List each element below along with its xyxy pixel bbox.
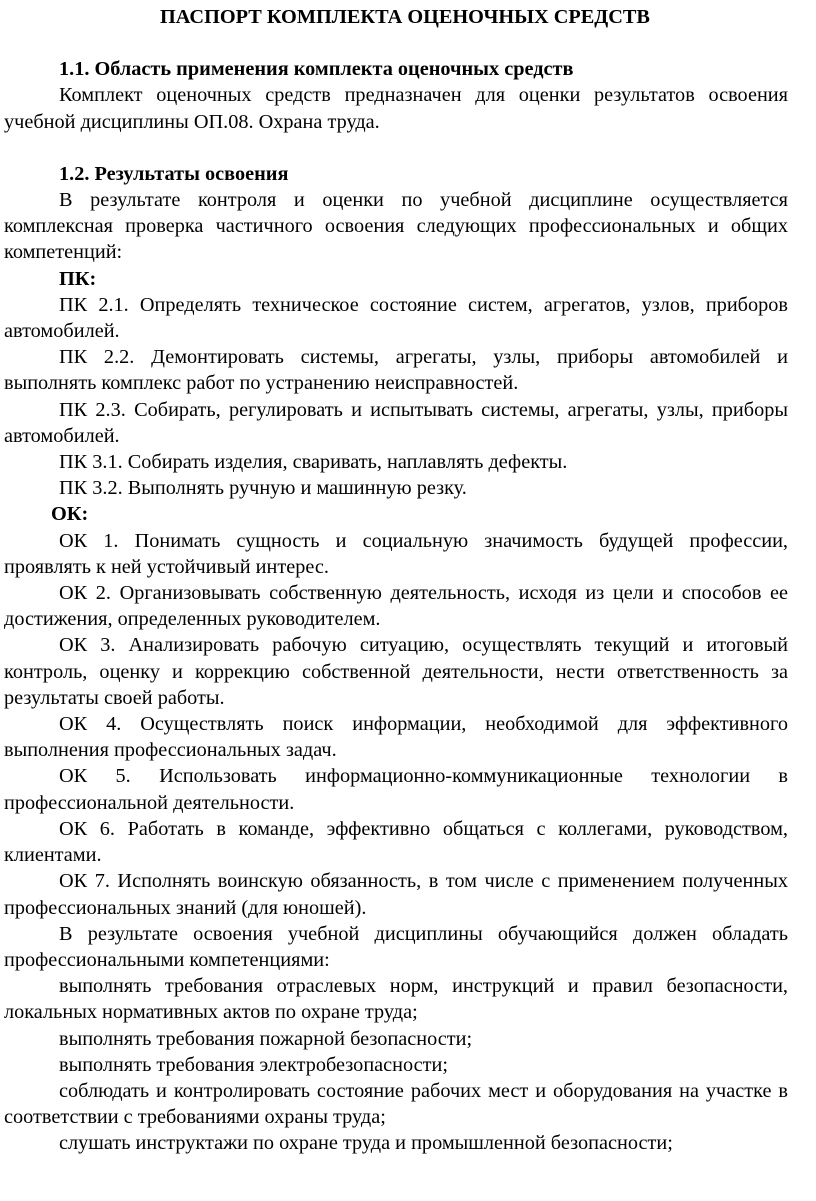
competency-item: выполнять требования пожарной безопасности;: [59, 1027, 473, 1050]
pk-item: ПК 2.1. Определять техническое состояние систем, агрегатов, узлов, приборов автомобилей.: [4, 293, 788, 343]
competency-item: слушать инструктажи по охране труда и промышленной безопасности;: [59, 1132, 673, 1155]
section-1-2-heading: 1.2. Результаты освоения: [59, 162, 289, 185]
pk-item: ПК 2.2. Демонтировать системы, агрегаты, узлы, приборы автомобилей и выполнять комплекс работ по устранению неисправностей.: [4, 346, 788, 395]
ok-item: ОК 3. Анализировать рабочую ситуацию, осуществлять текущий и итоговый контроль, оценку и коррекцию собственной деятельности, нести ответственность за результаты своей работы.: [4, 634, 788, 709]
pk-item: ПК 3.1. Собирать изделия, сваривать, наплавлять дефекты.: [59, 451, 568, 474]
ok-item: ОК 2. Организовывать собственную деятельность, исходя из цели и способов ее достижения, определенных руководителем.: [4, 582, 788, 631]
section-1-1-heading: 1.1. Область применения комплекта оценочных средств: [59, 58, 574, 81]
spacer: [4, 135, 788, 161]
competencies-intro: В результате освоения учебной дисциплины обучающийся должен обладать профессиональными компетенциями:: [4, 922, 788, 971]
pk-item: ПК 3.2. Выполнять ручную и машинную резку.: [59, 477, 467, 500]
pk-label: ПК:: [59, 267, 97, 290]
ok-item: ОК 4. Осуществлять поиск информации, необходимой для эффективного выполнения профессиональных задач.: [4, 713, 788, 762]
competency-item: выполнять требования электробезопасности;: [59, 1053, 449, 1076]
ok-item: ОК 6. Работать в команде, эффективно общаться с коллегами, руководством, клиентами.: [4, 817, 788, 867]
ok-item: ОК 7. Исполнять воинскую обязанность, в том числе с применением полученных профессиональных знаний (для юношей).: [4, 870, 788, 919]
competency-item: соблюдать и контролировать состояние рабочих мест и оборудования на участке в соответствии с требованиями охраны труда;: [4, 1079, 788, 1129]
document-title: ПАСПОРТ КОМПЛЕКТА ОЦЕНОЧНЫХ СРЕДСТВ: [160, 6, 650, 28]
ok-item: ОК 5. Использовать информационно-коммуникационные технологии в профессиональной деятельности.: [4, 765, 788, 814]
section-1-2-intro: В результате контроля и оценки по учебной дисциплине осуществляется комплексная проверка частичного освоения следующих профессиональных и общих компетенций:: [4, 189, 788, 264]
competency-item: выполнять требования отраслевых норм, инструкций и правил безопасности, локальных нормативных актов по охране труда;: [4, 975, 788, 1024]
pk-item: ПК 2.3. Собирать, регулировать и испытывать системы, агрегаты, узлы, приборы автомобилей.: [4, 398, 788, 447]
ok-label: ОК:: [51, 503, 89, 526]
ok-item: ОК 1. Понимать сущность и социальную значимость будущей профессии, проявлять к ней устойчивый интерес.: [4, 529, 788, 578]
section-1-1-text: Комплект оценочных средств предназначен для оценки результатов освоения учебной дисциплины ОП.08. Охрана труда.: [4, 84, 788, 133]
